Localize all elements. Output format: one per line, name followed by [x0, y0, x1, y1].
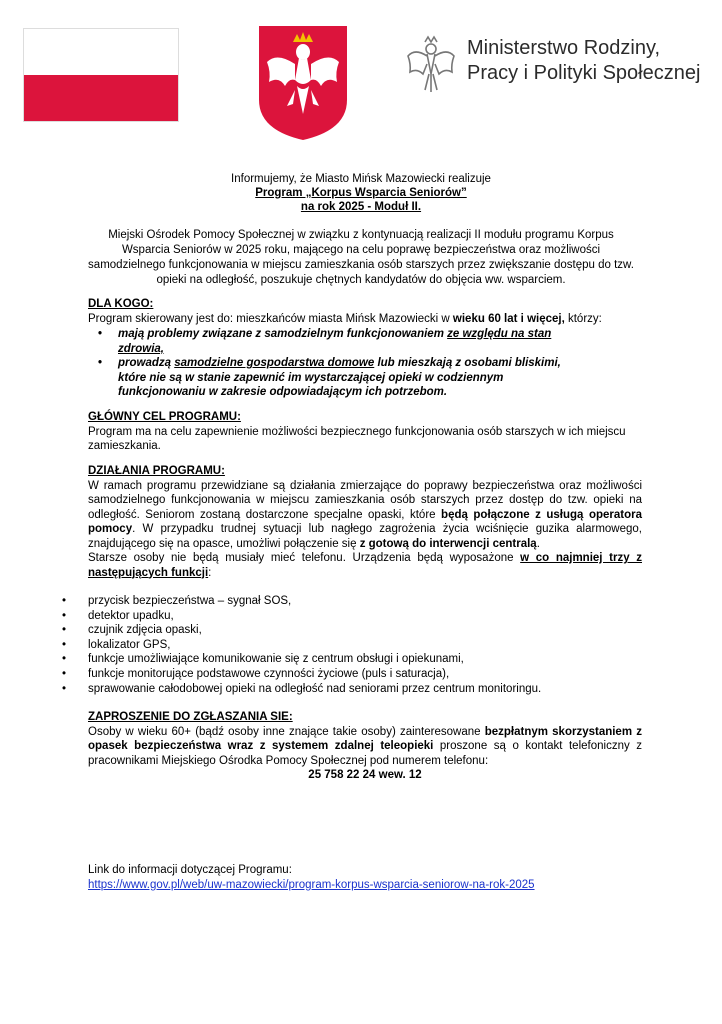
- list-item: • lokalizator GPS,: [60, 638, 640, 653]
- section-link: [88, 863, 642, 892]
- program-title: Program „Korpus Wsparcia Seniorów”: [255, 187, 467, 199]
- list-item: • czujnik zdjęcia opaski,: [60, 623, 640, 638]
- list-item: • przycisk bezpieczeństwa – sygnał SOS,: [60, 594, 640, 609]
- heading-zaproszenie: ZAPROSZENIE DO ZGŁASZANIA SIE:: [88, 711, 293, 723]
- section-dla-kogo: [88, 297, 642, 400]
- ministry-name: [467, 36, 700, 86]
- ministry-logo-block: [405, 30, 705, 102]
- white-eagle-emblem-icon: [255, 22, 351, 142]
- program-year: na rok 2025 - Moduł II.: [300, 201, 422, 213]
- ministry-eagle-icon: [405, 34, 457, 96]
- functions-list: [60, 594, 640, 696]
- section-dzialania: [88, 464, 642, 580]
- zaproszenie-text: Osoby w wieku 60+ (bądź osoby inne znające takie osoby) zainteresowane bezpłatnym skorzystaniem z opasek bezpieczeństwa wraz z systemem zdalnej teleopieki proszone są o kontakt telefoniczny z pracownikami Miejskiego Ośrodka Pomocy Społecznej pod numerem telefonu:: [88, 725, 642, 767]
- list-item: • prowadzą samodzielne gospodarstwa domowe lub mieszkają z osobami bliskimi, które nie są w stanie zapewnić im wystarczającej opieki w codziennym funkcjonowaniu w zakresie odpowiadającym ich potrzebom.: [88, 356, 588, 400]
- link-label: Link do informacji dotyczącej Programu:: [88, 864, 292, 876]
- list-item: • funkcje umożliwiające komunikowanie się z centrum obsługi i opiekunami,: [60, 652, 640, 667]
- list-item: • mają problemy związane z samodzielnym funkcjonowaniem ze względu na stan zdrowia,: [88, 327, 588, 356]
- poland-flag: [23, 28, 179, 122]
- heading-cel: GŁÓWNY CEL PROGRAMU:: [88, 411, 241, 423]
- heading-dla-kogo: DLA KOGO:: [88, 298, 154, 310]
- ministry-name-line-1: Ministerstwo Rodziny,: [467, 37, 661, 59]
- list-item: • sprawowanie całodobowej opieki na odległość nad seniorami przez centrum monitoringu.: [60, 682, 640, 697]
- heading-dzialania: DZIAŁANIA PROGRAMU:: [88, 465, 225, 477]
- lead-paragraph: Miejski Ośrodek Pomocy Społecznej w związku z kontynuacją realizacji II modułu programu Korpus Wsparcia Seniorów w 2025 roku, mającego na celu poprawę bezpieczeństwa oraz możliwości samodzielnego funkcjonowania w miejscu zamieszkania osób starszych przez zwiększanie dostępu do tzw. opieki na odległość, poszukuje chętnych kandydatów do objęcia ww. wsparciem.: [88, 229, 634, 286]
- intro-line: Informujemy, że Miasto Mińsk Mazowiecki realizuje: [231, 173, 491, 185]
- dla-kogo-text: Program skierowany jest do: mieszkańców miasta Mińsk Mazowiecki w wieku 60 lat i więcej, którzy:: [88, 312, 602, 325]
- program-link[interactable]: https://www.gov.pl/web/uw-mazowiecki/program-korpus-wsparcia-seniorow-na-rok-2025: [88, 878, 535, 891]
- phone-number: 25 758 22 24 wew. 12: [308, 769, 422, 781]
- list-item: • detektor upadku,: [60, 609, 640, 624]
- list-item: • funkcje monitorujące podstawowe czynności życiowe (puls i saturacja),: [60, 667, 640, 682]
- dzialania-text-2: Starsze osoby nie będą musiały mieć telefonu. Urządzenia będą wyposażone w co najmniej trzy z następujących funkcji:: [88, 552, 642, 579]
- section-zaproszenie: [88, 710, 642, 783]
- dzialania-text: W ramach programu przewidziane są działania zmierzające do poprawy bezpieczeństwa oraz możliwości samodzielnego funkcjonowania w miejscu zamieszkania osób starszych przez dostęp do tzw. opieki na odległość. Seniorom zostaną dostarczone specjalne opaski, które będą połączone z usługą operatora pomocy. W przypadku trudnej sytuacji lub nagłego zagrożenia życia wciśnięcie guzika alarmowego, znajdującego się na opasce, umożliwi połączenie się z gotową do interwencji centralą.: [88, 479, 642, 550]
- section-cel: [88, 410, 642, 454]
- eligibility-list: [88, 327, 588, 400]
- cel-text: Program ma na celu zapewnienie możliwości bezpiecznego funkcjonowania osób starszych w ich miejscu zamieszkania.: [88, 425, 626, 452]
- ministry-name-line-2: Pracy i Polityki Społecznej: [467, 62, 701, 84]
- intro-block: [90, 172, 632, 214]
